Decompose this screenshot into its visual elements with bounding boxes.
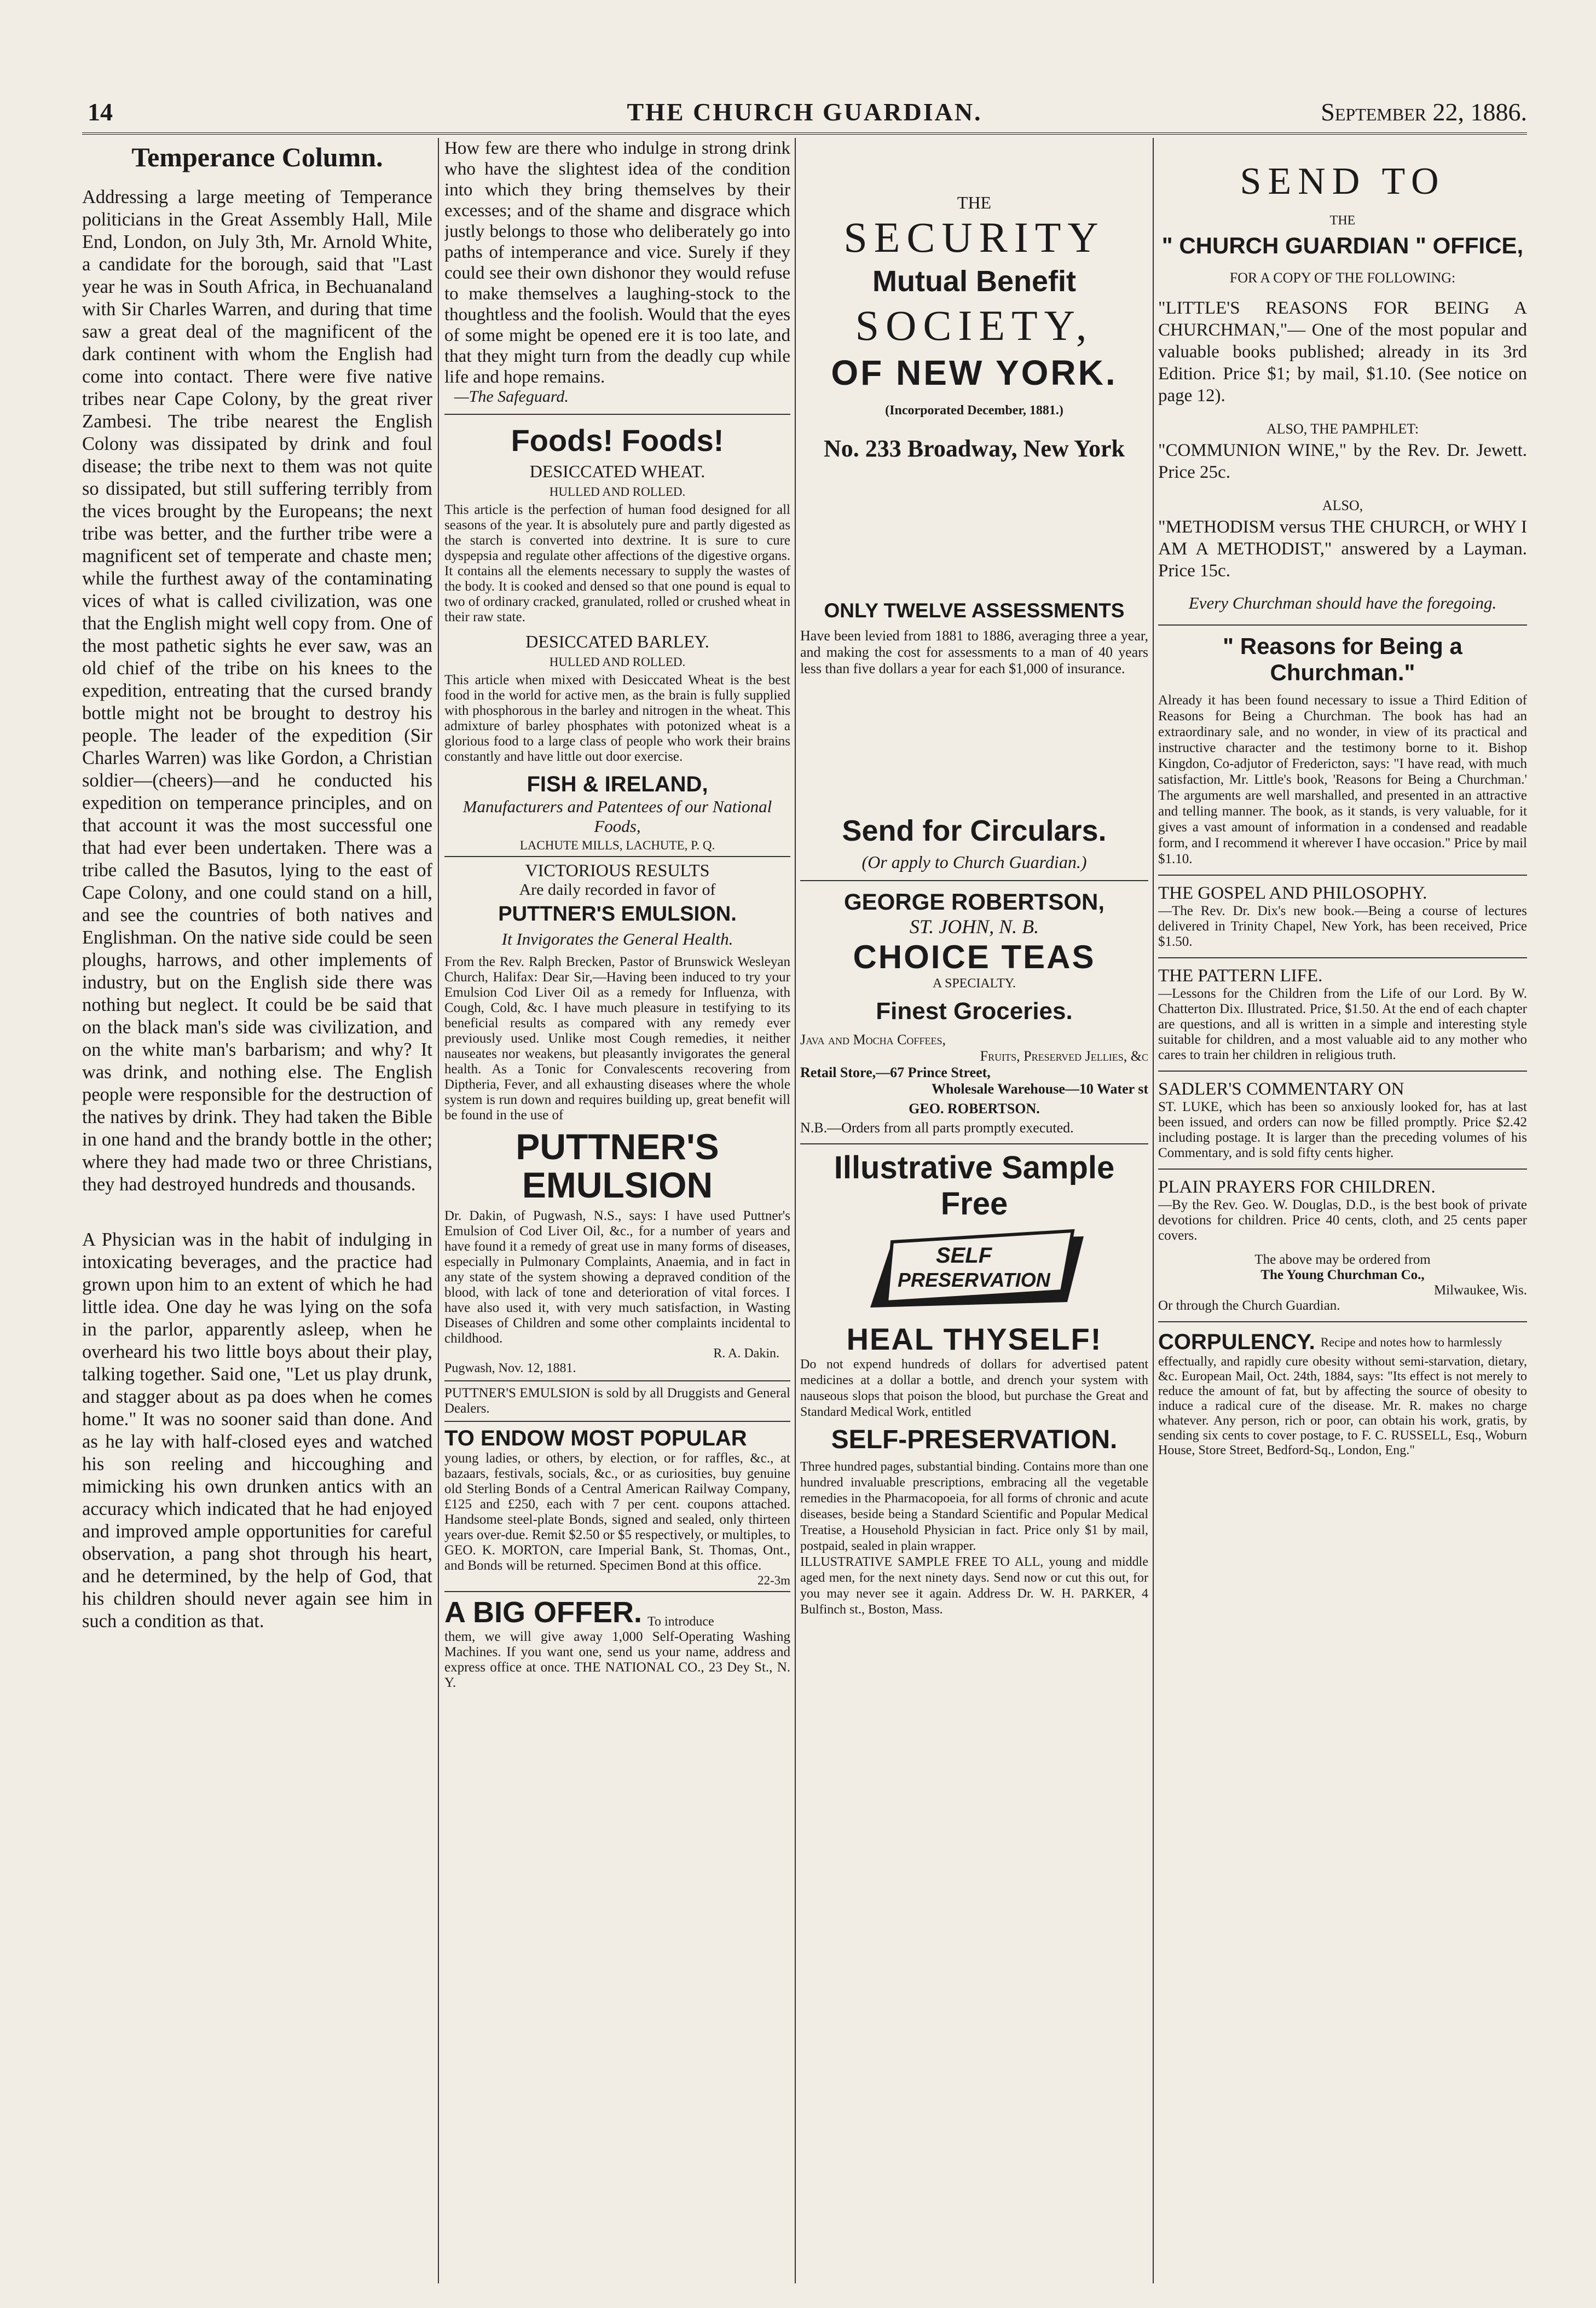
endow-code: 22-3m [757,1574,790,1587]
page-header [82,97,1527,130]
gospel-title: THE GOSPEL AND PHILOSOPHY. [1158,883,1427,903]
of-new-york: OF NEW YORK. [831,353,1118,392]
divider [1158,624,1527,626]
divider [1158,1169,1527,1170]
column-church-guardian-books [1158,138,1527,2283]
sadler-title: SADLER'S COMMENTARY ON [1158,1079,1404,1099]
physician-article: A Physician was in the habit of indulging in intoxicating beverages, and the practice had grown upon him to an extent of which he had little idea. One day he was lying on the sofa in the parlor, apparently asleep, when he overheard his two little boys about their play, talking together. Said one, "Let us play drunk, and stagger about as pa does when he comes home." It was no sooner said than done. And as he lay with half-closed eyes and watched his son reeling and hiccoughing and mimicking his own drunken antics with an accuracy which indicated that he had enjoyed and improved ample opportunities for careful observation, a pang shot through his heart, and he determined, by the help of God, that his children should never again see him in such a condition as that. [82,1229,432,1632]
divider [1158,875,1527,876]
reasons-body: Already it has been found necessary to issue a Third Edition of Reasons for Being a Churchman. The book has had an extraordinary sale, and no wonder, in view of its practical and instructive character and the testimony borne to it. Bishop Kingdon, Co-adjutor of Fredericton, says: "I have read, with much satisfaction, Mr. Little's book, 'Reasons for Being a Churchman.' The arguments are well marshalled, and presented in an attractive and telling manner. The book, as it stands, is very valuable, for it gives a vast amount of information in a condensed and readable form, and I recommend it wherever I have occasion." Price by mail $1.10. [1158,693,1527,866]
self-preservation-heading: SELF-PRESERVATION. [831,1425,1118,1454]
also-pamphlet: ALSO, THE PAMPHLET: [1266,421,1419,437]
twelve-assessments-heading: ONLY TWELVE ASSESSMENTS [824,599,1125,622]
corpulency-note: Recipe and notes how to harmlessly [1320,1335,1502,1349]
fish-ireland: FISH & IRELAND, [527,772,708,796]
emulsion-big: EMULSION [522,1165,713,1205]
victorious-results: VICTORIOUS RESULTS [525,860,710,880]
pattern-body: —Lessons for the Children from the Life of our Lord. By W. Chatterton Dix. Illustrated. Price, $1.50. At the end of each chapter are questions, and all is written in a simple and interesting style suitable for children, and a most valuable aid to any mother who cares to train her children in religious truth. [1158,986,1527,1062]
puttners-emulsion-heading: PUTTNER'S EMULSION. [498,903,737,925]
safeguard-source: —The Safeguard. [454,387,569,406]
column-temperance [82,138,432,2283]
twelve-assessments-body: Have been levied from 1881 to 1886, averaging three a year, and making the cost for assessments to a man of 40 years less than five dollars a year for each $1,000 of insurance. [800,628,1148,676]
reasons-heading: " Reasons for Being a Churchman." [1223,633,1462,685]
illustrative-sample-free: Illustrative Sample Free [834,1150,1115,1222]
column-advertisements-food [444,138,790,2283]
sample-offer-body: ILLUSTRATIVE SAMPLE FREE TO ALL, young and middle aged men, for the next ninety days. Send now or cut this out, for you may never see it again. Address Dr. W. H. PARKER, 4 Bulfinch st., Boston, Mass. [800,1555,1148,1617]
barley-body: This article when mixed with Desiccated Wheat is the best food in the world for active men, as the brain is fully supplied with phosphorous in the barley and nitrogen in the wheat. This admixture of barley phosphates with potonized wheat is a glorious food to a large class of people who work their brains constantly and have little out door exercise. [444,673,790,764]
divider [444,1380,790,1381]
divider [800,1143,1148,1144]
plain-prayers-title: PLAIN PRAYERS FOR CHILDREN. [1158,1177,1436,1197]
invigorates-line: It Invigorates the General Health. [501,929,733,948]
choice-teas: CHOICE TEAS [853,939,1096,975]
column-divider [795,138,796,2283]
offer-body: them, we will give away 1,000 Self-Operating Washing Machines. If you want one, send us your name, address and express office at once. THE NATIONAL CO., 23 Dey St., N. Y. [444,1629,790,1690]
endow-body: young ladies, or others, by election, or for raffles, &c., at bazaars, festivals, socials, &c., or as curiosities, buy genuine old Sterling Bonds of a Central American Railway Company, £125 and £250, each with 7 per cent. coupons attached. Handsome steel-plate Bonds, signed and sealed, only thirteen years over-due. Remit $2.50 or $5 respectively, or multiples, to GEO. K. MORTON, care Imperial Bank, St. Thomas, Ont., and Bonds will be returned. Specimen Bond at this office. [444,1451,790,1573]
pattern-title: THE PATTERN LIFE. [1158,966,1323,986]
intemperance-paragraph: How few are there who indulge in strong drink who have the slightest idea of the condition into which they bring themselves by their excesses; and of the shame and disgrace which justly belongs to those who deliberately go into paths of intemperance and vice. Surely if they could see their own dishonor they would refuse to make themselves a laughing-stock to the thoughtless and the foolish. Would that the eyes of some might be opened ere it is too late, and that they might turn from the deadly cup while life and hope remains. [444,138,790,387]
sadler-body: ST. LUKE, which has been so anxiously looked for, has at last been issued, and orders can now be filled promptly. Price $2.42 including postage. It is larger than the preceding volumes of his Commentary, and is sold fifty cents higher. [1158,1100,1527,1160]
offer-intro: To introduce [647,1615,714,1629]
self-preservation-body: Three hundred pages, substantial binding. Contains more than one hundred invaluable prescriptions, embracing all the vegetable remedies in the Pharmacopoeia, for all forms of chronic and acute diseases, beside being a Standard Scientific and Popular Medical Treatise, a Household Physician in fact. Price only $1 by mail, postpaid, sealed in plain wrapper. [800,1460,1148,1553]
divider [1158,1321,1527,1322]
wholesale-line: Wholesale Warehouse—10 Water st [931,1081,1148,1097]
st-john-line: ST. JOHN, N. B. [909,916,1039,938]
dakin-place-date: Pugwash, Nov. 12, 1881. [444,1361,576,1375]
fish-address: LACHUTE MILLS, LACHUTE, P. Q. [519,838,715,852]
dakin-testimonial: Dr. Dakin, of Pugwash, N.S., says: I have used Puttner's Emulsion of Cod Liver Oil, &c., for a number of years and have found it a remedy of great use in many forms of diseases, especially in Pulmonary Complaints, Anaemia, and in fact in any state of the system showing a depraved condition of the blood, with lack of tone and deterioration of vital forces. I have also used it, with very much satisfaction, in Wasting Diseases of Children and some other complaints incidental to childhood. [444,1208,790,1346]
foods-heading: Foods! Foods! [511,423,724,458]
heal-thyself: HEAL THYSELF! [846,1322,1102,1356]
finest-groceries: Finest Groceries. [876,998,1073,1025]
through-guardian: Or through the Church Guardian. [1158,1298,1340,1313]
book-title-line2: PRESERVATION [898,1269,1050,1291]
sold-by-line: PUTTNER'S EMULSION is sold by all Druggists and General Dealers. [444,1386,790,1416]
temperance-article: Addressing a large meeting of Temperance politicians in the Great Assembly Hall, Mile End, London, on July 3th, Mr. Arnold White, a candidate for the borough, said that "Last year he was in South Africa, in Bechuanaland with Sir Charles Warren, and during that time saw a great deal of the magnificent of the dark continent with whom the English had come into contact. There were five native tribes near Cape Colony, by the great river Zambesi. The tribe nearest the English Colony was dissipated by drink and foul disease; the tribe next to them was not quite so dissipated, but still suffering terribly from the vices brought by the Europeans; the next tribe was better, and the further tribe were a magnificent set of temperate and chaste men; while the furthest away of the contaminating vices of what is called civilization, was one that the English might well copy from. One of the most pathetic sights he ever saw, was an old chief of the tribe on his knees to the expedition, entreating that the cursed brandy bottle might not be brought to destroy his people. The leader of the expedition (Sir Charles Warren) was like Gordon, a Christian soldier—(cheers)—and he conducted his expedition on temperance principles, and on that account it was the most successful one that had ever been undertaken. There was a tribe called the Basutos, lying to the east of Cape Colony, and one could stand on a hill, and see the countries of both natives and Englishman. On the native side could be seen ploughs, harrows, and other implements of industry, but on the English side there was nothing but neglect. It could be be said that on the black man's side was civilization, and on the white man's barbarism; and why? It was drink, and nothing else. The English people were responsible for the destruction of the natives by drink. They had taken the Bible in one hand and the brandy bottle in the other; where they had made two or three Christians, they had destroyed hundreds and thousands. [82,187,432,1195]
send-for-circulars: Send for Circulars. [842,814,1107,847]
dakin-signature: R. A. Dakin. [713,1346,779,1361]
divider [444,1591,790,1592]
wheat-title: DESICCATED WHEAT. [529,461,706,481]
column-divider [438,138,439,2283]
divider [1158,957,1527,958]
barley-subtitle: HULLED AND ROLLED. [549,655,686,669]
security-title: SECURITY [843,213,1105,261]
young-churchman-co: The Young Churchman Co., [1260,1268,1425,1282]
for-a-copy: FOR A COPY OF THE FOLLOWING: [1229,270,1456,286]
book-title-line1: SELF [936,1243,992,1268]
page-number: 14 [88,98,113,126]
divider [444,856,790,857]
endow-heading: TO ENDOW MOST POPULAR [444,1426,747,1450]
temperance-heading: Temperance Column. [131,142,383,172]
java-line: Java and Mocha Coffees, [800,1032,946,1048]
society-title: SOCIETY, [855,302,1094,349]
divider [444,414,790,415]
plain-prayers-body: —By the Rev. Geo. W. Douglas, D.D., is the best book of private devotions for children. Price 40 cents, cloth, and 25 cents paper covers. [1158,1198,1527,1243]
george-robertson: GEORGE ROBERTSON, [843,889,1105,915]
littles-reasons-ad: "LITTLE'S REASONS FOR BEING A CHURCHMAN,"— One of the most popular and valuable books published; already in its 3rd Edition. Price $1; by mail, $1.10. (See notice on page 12). [1158,298,1527,406]
wheat-subtitle: HULLED AND ROLLED. [549,485,686,499]
milwaukee-line: Milwaukee, Wis. [1433,1283,1527,1298]
send-to-the: THE [1329,213,1356,228]
corpulency-body: effectually, and rapidly cure obesity without semi-starvation, dietary, &c. European Mail, Oct. 24th, 1884, says: "Its effect is not merely to reduce the amount of fat, but by affecting the source of obesity to induce a radical cure of the disease. Mr. R. makes no charge whatever. Any person, rich or poor, can obtain his work, gratis, by sending six cents to cover postage, to F. C. RUSSELL, Esq., Woburn House, Store Street, Bedford-Sq., London, Eng." [1158,1355,1527,1457]
security-address: No. 233 Broadway, New York [823,435,1125,462]
incorporated-line: (Incorporated December, 1881.) [885,403,1063,418]
fish-description: Manufacturers and Patentees of our National Foods, [462,797,772,836]
every-churchman: Every Churchman should have the foregoing. [1188,593,1497,612]
column-security-mutual [800,138,1148,2283]
masthead-title: THE CHURCH GUARDIAN. [627,98,982,126]
divider [444,1421,790,1422]
brecken-testimonial: From the Rev. Ralph Brecken, Pastor of Brunswick Wesleyan Church, Halifax: Dear Sir,—Having been induced to try your Emulsion Cod Liver Oil as a remedy for Influenza, with Cough, Cold, &c. I have much pleasure in testifying to its beneficial results as compared with any remedy ever previously used. Unlike most Cough remedies, it neither nauseates nor weakens, but pleasantly invigorates the general health. As a Tonic for Convalescents recovering from Diptheria, Fever, and all exhausting diseases where the whole system is run down and requires building up, great benefit will be found in the use of [444,955,790,1123]
corpulency-heading: CORPULENCY. [1158,1330,1315,1354]
big-offer-heading: A BIG OFFER. [444,1596,642,1629]
send-to-heading: SEND TO [1240,160,1445,203]
puttners-big: PUTTNER'S [516,1126,719,1167]
methodism-ad: "METHODISM versus THE CHURCH, or WHY I AM A METHODIST," answered by a Layman. Price 15c. [1158,517,1527,581]
fruits-line: Fruits, Preserved Jellies, &c [980,1048,1148,1064]
recorded-line: Are daily recorded in favor of [519,881,716,899]
orders-line: N.B.—Orders from all parts promptly executed. [800,1120,1074,1136]
barley-title: DESICCATED BARLEY. [525,632,709,651]
specialty-line: A SPECIALTY. [932,976,1016,991]
communion-wine-ad: "COMMUNION WINE," by the Rev. Dr. Jewett. Price 25c. [1158,441,1527,482]
apply-line: (Or apply to Church Guardian.) [861,852,1087,872]
gospel-body: —The Rev. Dr. Dix's new book.—Being a course of lectures delivered in Trinity Chapel, New York, has been received, Price $1.50. [1158,904,1527,949]
column-divider [1153,138,1154,2283]
geo-robertson-sign: GEO. ROBERTSON. [909,1101,1040,1117]
also-label: ALSO, [1322,498,1363,513]
divider [1158,1071,1527,1072]
mutual-benefit: Mutual Benefit [872,265,1076,298]
above-ordered: The above may be ordered from [1254,1252,1431,1267]
retail-line: Retail Store,—67 Prince Street, [800,1065,991,1080]
church-guardian-office: " CHURCH GUARDIAN " OFFICE, [1161,233,1524,258]
divider [800,880,1148,881]
wheat-body: This article is the perfection of human food designed for all seasons of the year. It is absolutely pure and partly digested as the starch is converted into dextrine. It is sure to cure dyspepsia and regulate other affections of the digestive organs. It contains all the elements necessary to supply the wastes of the body. It is cooked and densed so that one pound is equal to two of ordinary cracked, granulated, rolled or crushed wheat in their raw state. [444,502,790,624]
issue-date: September 22, 1886. [1321,98,1527,126]
header-rule [82,132,1527,135]
book-illustration [854,1225,1095,1318]
heal-body: Do not expend hundreds of dollars for advertised patent medicines at a dollar a bottle, and drench your system with nauseous slops that poison the blood, but purchase the Great and Standard Medical Work, entitled [800,1357,1148,1419]
security-the: THE [957,193,992,212]
